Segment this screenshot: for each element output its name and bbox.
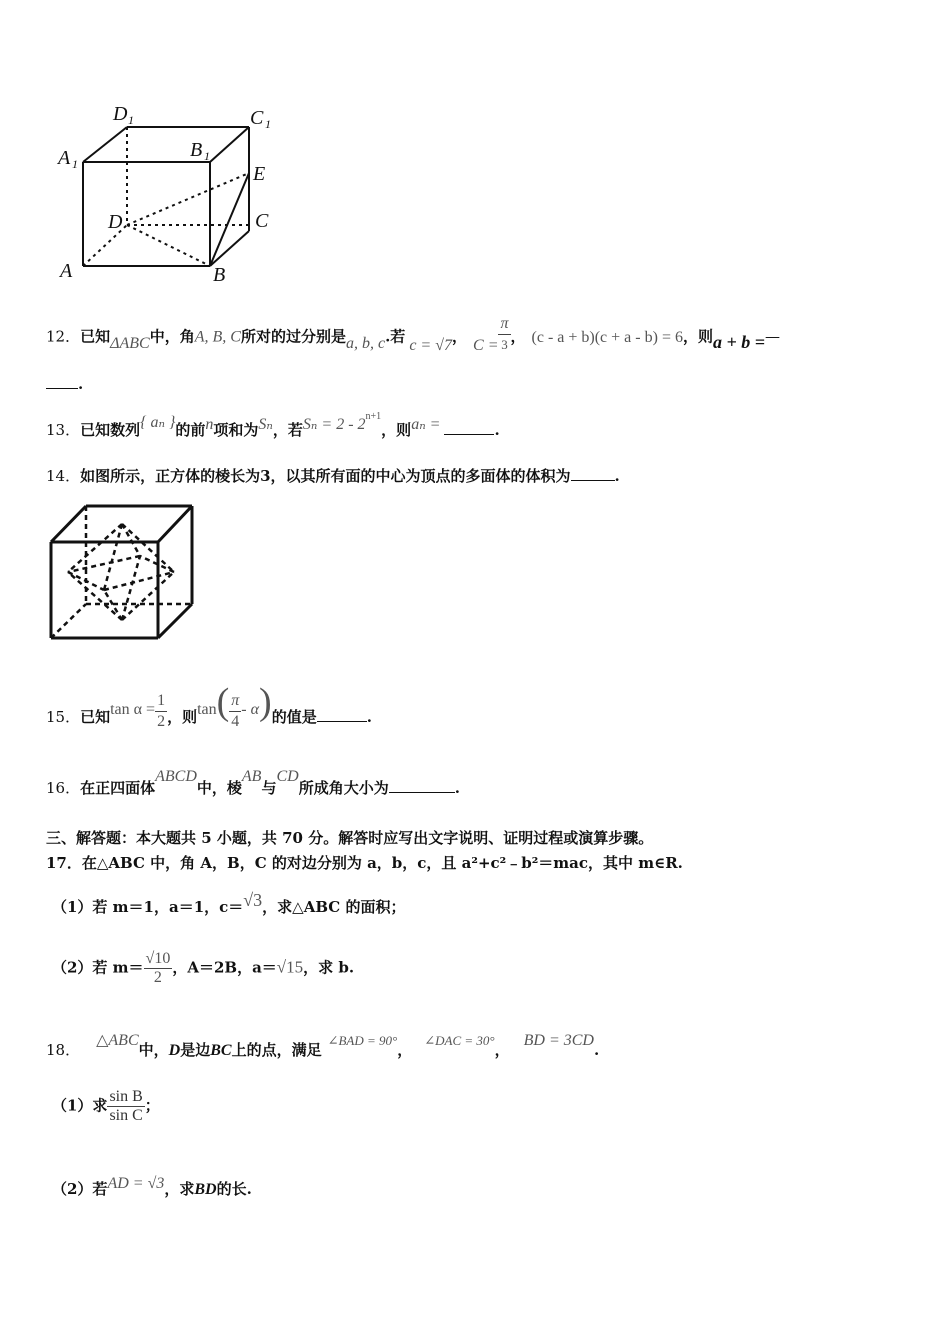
- question-17: 17．在△ABC 中，角 A，B，C 的对边分别为 a，b，c，且 a²+c²﹣b²＝mac，其中 m∈R.: [46, 854, 683, 872]
- label-c1: C: [250, 107, 264, 129]
- label-d1: D: [113, 103, 128, 125]
- question-18: 18．△ABC中，D是边BC上的点，满足∠BAD = 90°，∠DAC = 30°，BD = 3CD.: [46, 1032, 600, 1059]
- question-12: 12．已知ΔABC中，角A, B, C所对的过分别是a, b, c.若 c = √7， C = $\frac{\pi}{3}$ ， (c - a + b)(c + a - b) = 6，则a + b =—: [46, 315, 780, 354]
- question-14: 14．如图所示，正方体的棱长为3，以其所有面的中心为顶点的多面体的体积为 .: [46, 467, 620, 485]
- svg-text:1: 1: [204, 149, 210, 163]
- label-d: D: [108, 211, 123, 233]
- question-17-part-1: （1）若 m＝1，a＝1，c＝√3，求△ABC 的面积；: [52, 890, 406, 916]
- label-a: A: [60, 260, 73, 282]
- label-b1: B: [190, 139, 203, 161]
- label-b: B: [213, 264, 226, 286]
- cube-figure: [50, 98, 290, 293]
- cube-octahedron-figure: [46, 500, 198, 645]
- question-15: 15．已知tan α = $\frac{1}{2}$ ，则tan( $\frac{\pi}{4}$ - α)的值是 .: [46, 681, 372, 730]
- label-c: C: [255, 210, 269, 232]
- label-e: E: [253, 163, 266, 185]
- svg-text:1: 1: [128, 113, 134, 127]
- question-18-part-1: （1）求 $\frac{\text{sin B}}{\text{sin C}}$ ；: [52, 1088, 160, 1124]
- svg-text:1: 1: [265, 117, 271, 131]
- section-3-heading: 三、解答题：本大题共 5 小题，共 70 分。解答时应写出文字说明、证明过程或演算步骤。: [46, 829, 654, 847]
- question-17-part-2: （2）若 m＝ $\frac{√10}{2}$ ，A＝2B，a＝√15，求 b.: [52, 950, 355, 986]
- question-13: 13．已知数列{ aₙ }的前n项和为Sₙ，若$S_n = 2 - 2^{n+1}$，则aₙ = .: [46, 411, 500, 439]
- question-12-answer-line: .: [46, 374, 83, 394]
- svg-text:1: 1: [72, 157, 78, 171]
- question-16: 16．在正四面体ABCD中，棱AB与CD所成角大小为 .: [46, 768, 460, 797]
- question-18-part-2: （2）若AD = √3，求BD的长.: [52, 1175, 252, 1198]
- label-a1: A: [58, 147, 71, 169]
